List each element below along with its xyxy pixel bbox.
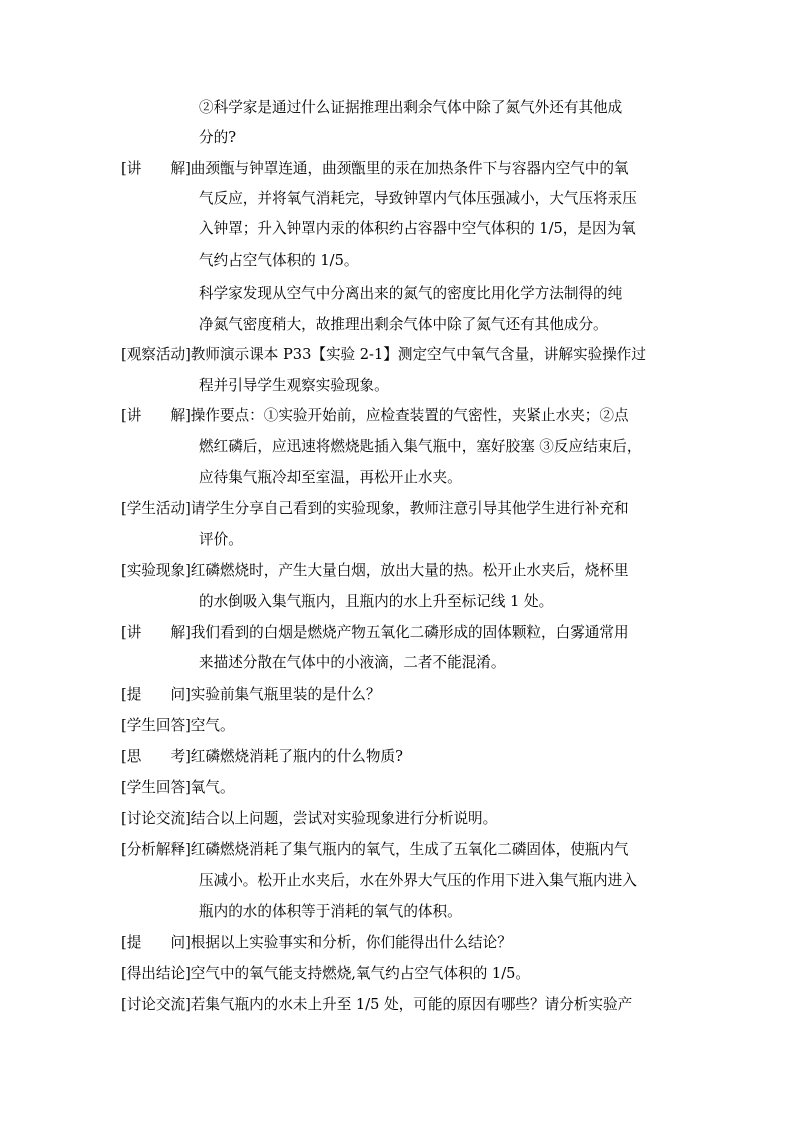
text-line: 空气。: [190, 717, 235, 734]
section-tag: [学生回答]: [121, 779, 191, 796]
section-tag: [提 问]: [121, 686, 191, 703]
text-line: 实验前集气瓶里装的是什么？: [190, 686, 381, 703]
text-line: 请学生分享自己看到的实验现象，教师注意引导其他学生进行补充和: [190, 500, 629, 517]
text-line: 空气中的氧气能支持燃烧,氧气约占空气体积的 1/5。: [190, 965, 531, 982]
section-tag: [得出结论]: [121, 965, 191, 982]
paragraph-first-line: [121, 995, 681, 1015]
paragraph-first-line: [121, 159, 681, 179]
text-line: 压减小。松开止水夹后，水在外界大气压的作用下进入集气瓶内进入: [199, 872, 637, 889]
paragraph-first-line: [121, 778, 681, 798]
paragraph-first-line: [121, 685, 681, 705]
text-line: 红磷燃烧消耗了瓶内的什么物质?: [190, 748, 403, 765]
section-tag: [学生回答]: [121, 717, 191, 734]
text-line: 气反应，并将氧气消耗完，导致钟罩内气体压强减小，大气压将汞压: [199, 190, 637, 207]
text-line: 燃红磷后，应迅速将燃烧匙插入集气瓶中，塞好胶塞 ③反应结束后，: [199, 438, 642, 455]
text-line: 分的?: [199, 129, 237, 146]
paragraph-first-line: [121, 499, 681, 519]
section-tag: [讨论交流]: [121, 810, 191, 827]
text-line: 红磷燃烧时，产生大量白烟，放出大量的热。松开止水夹后，烧杯里: [190, 562, 629, 579]
paragraph-first-line: [121, 623, 681, 643]
section-tag: [学生活动]: [121, 500, 191, 517]
text-line: 教师演示课本 P33【实验 2-1】测定空气中氧气含量，讲解实验操作过: [190, 346, 646, 363]
text-line: 我们看到的白烟是燃烧产物五氧化二磷形成的固体颗粒，白雾通常用: [190, 624, 629, 641]
paragraph-first-line: [121, 933, 681, 953]
paragraph-first-line: [121, 561, 681, 581]
text-line: 操作要点：①实验开始前，应检查装置的气密性，夹紧止水夹；②点: [190, 407, 629, 424]
text-line: 程并引导学生观察实验现象。: [199, 377, 389, 394]
text-line: 科学家发现从空气中分离出来的氮气的密度比用化学方法制得的纯: [199, 285, 623, 302]
section-tag: [分析解释]: [121, 841, 191, 858]
text-line: 根据以上实验事实和分析，你们能得出什么结论？: [190, 934, 512, 951]
paragraph-first-line: [121, 964, 681, 984]
text-line: 若集气瓶内的水未上升至 1/5 处，可能的原因有哪些？请分析实验产: [190, 996, 633, 1013]
paragraph-first-line: [121, 809, 681, 829]
section-tag: [讲 解]: [121, 160, 191, 177]
section-tag: [实验现象]: [121, 562, 191, 579]
text-line: 来描述分散在气体中的小液滴，二者不能混淆。: [199, 654, 506, 671]
text-line: 净氮气密度稍大，故推理出剩余气体中除了氮气还有其他成分。: [199, 316, 608, 333]
text-line: ②科学家是通过什么证据推理出剩余气体中除了氮气外还有其他成: [199, 99, 623, 116]
section-tag: [观察活动]: [121, 346, 191, 363]
text-line: 氧气。: [190, 779, 235, 796]
text-line: 的水倒吸入集气瓶内，且瓶内的水上升至标记线 1 处。: [199, 593, 554, 610]
section-tag: [讨论交流]: [121, 996, 191, 1013]
text-line: 应待集气瓶冷却至室温，再松开止水夹。: [199, 469, 462, 486]
section-tag: [提 问]: [121, 934, 191, 951]
paragraph-first-line: [121, 747, 681, 767]
text-line: 红磷燃烧消耗了集气瓶内的氧气，生成了五氧化二磷固体，使瓶内气: [190, 841, 629, 858]
text-line: 入钟罩；升入钟罩内汞的体积约占容器中空气体积的 1/5，是因为氧: [199, 220, 636, 237]
section-tag: [讲 解]: [121, 624, 191, 641]
text-line: 瓶内的水的体积等于消耗的氧气的体积。: [199, 903, 462, 920]
text-line: 曲颈甑与钟罩连通，曲颈甑里的汞在加热条件下与容器内空气中的氧: [190, 160, 629, 177]
text-line: 评价。: [199, 531, 243, 548]
text-line: 气约占空气体积的 1/5。: [199, 252, 359, 269]
paragraph-first-line: [121, 716, 681, 736]
paragraph-first-line: [121, 840, 681, 860]
section-tag: [讲 解]: [121, 407, 191, 424]
paragraph-first-line: [121, 345, 681, 365]
text-line: 结合以上问题，尝试对实验现象进行分析说明。: [190, 810, 498, 827]
paragraph-first-line: [121, 406, 681, 426]
section-tag: [思 考]: [121, 748, 191, 765]
